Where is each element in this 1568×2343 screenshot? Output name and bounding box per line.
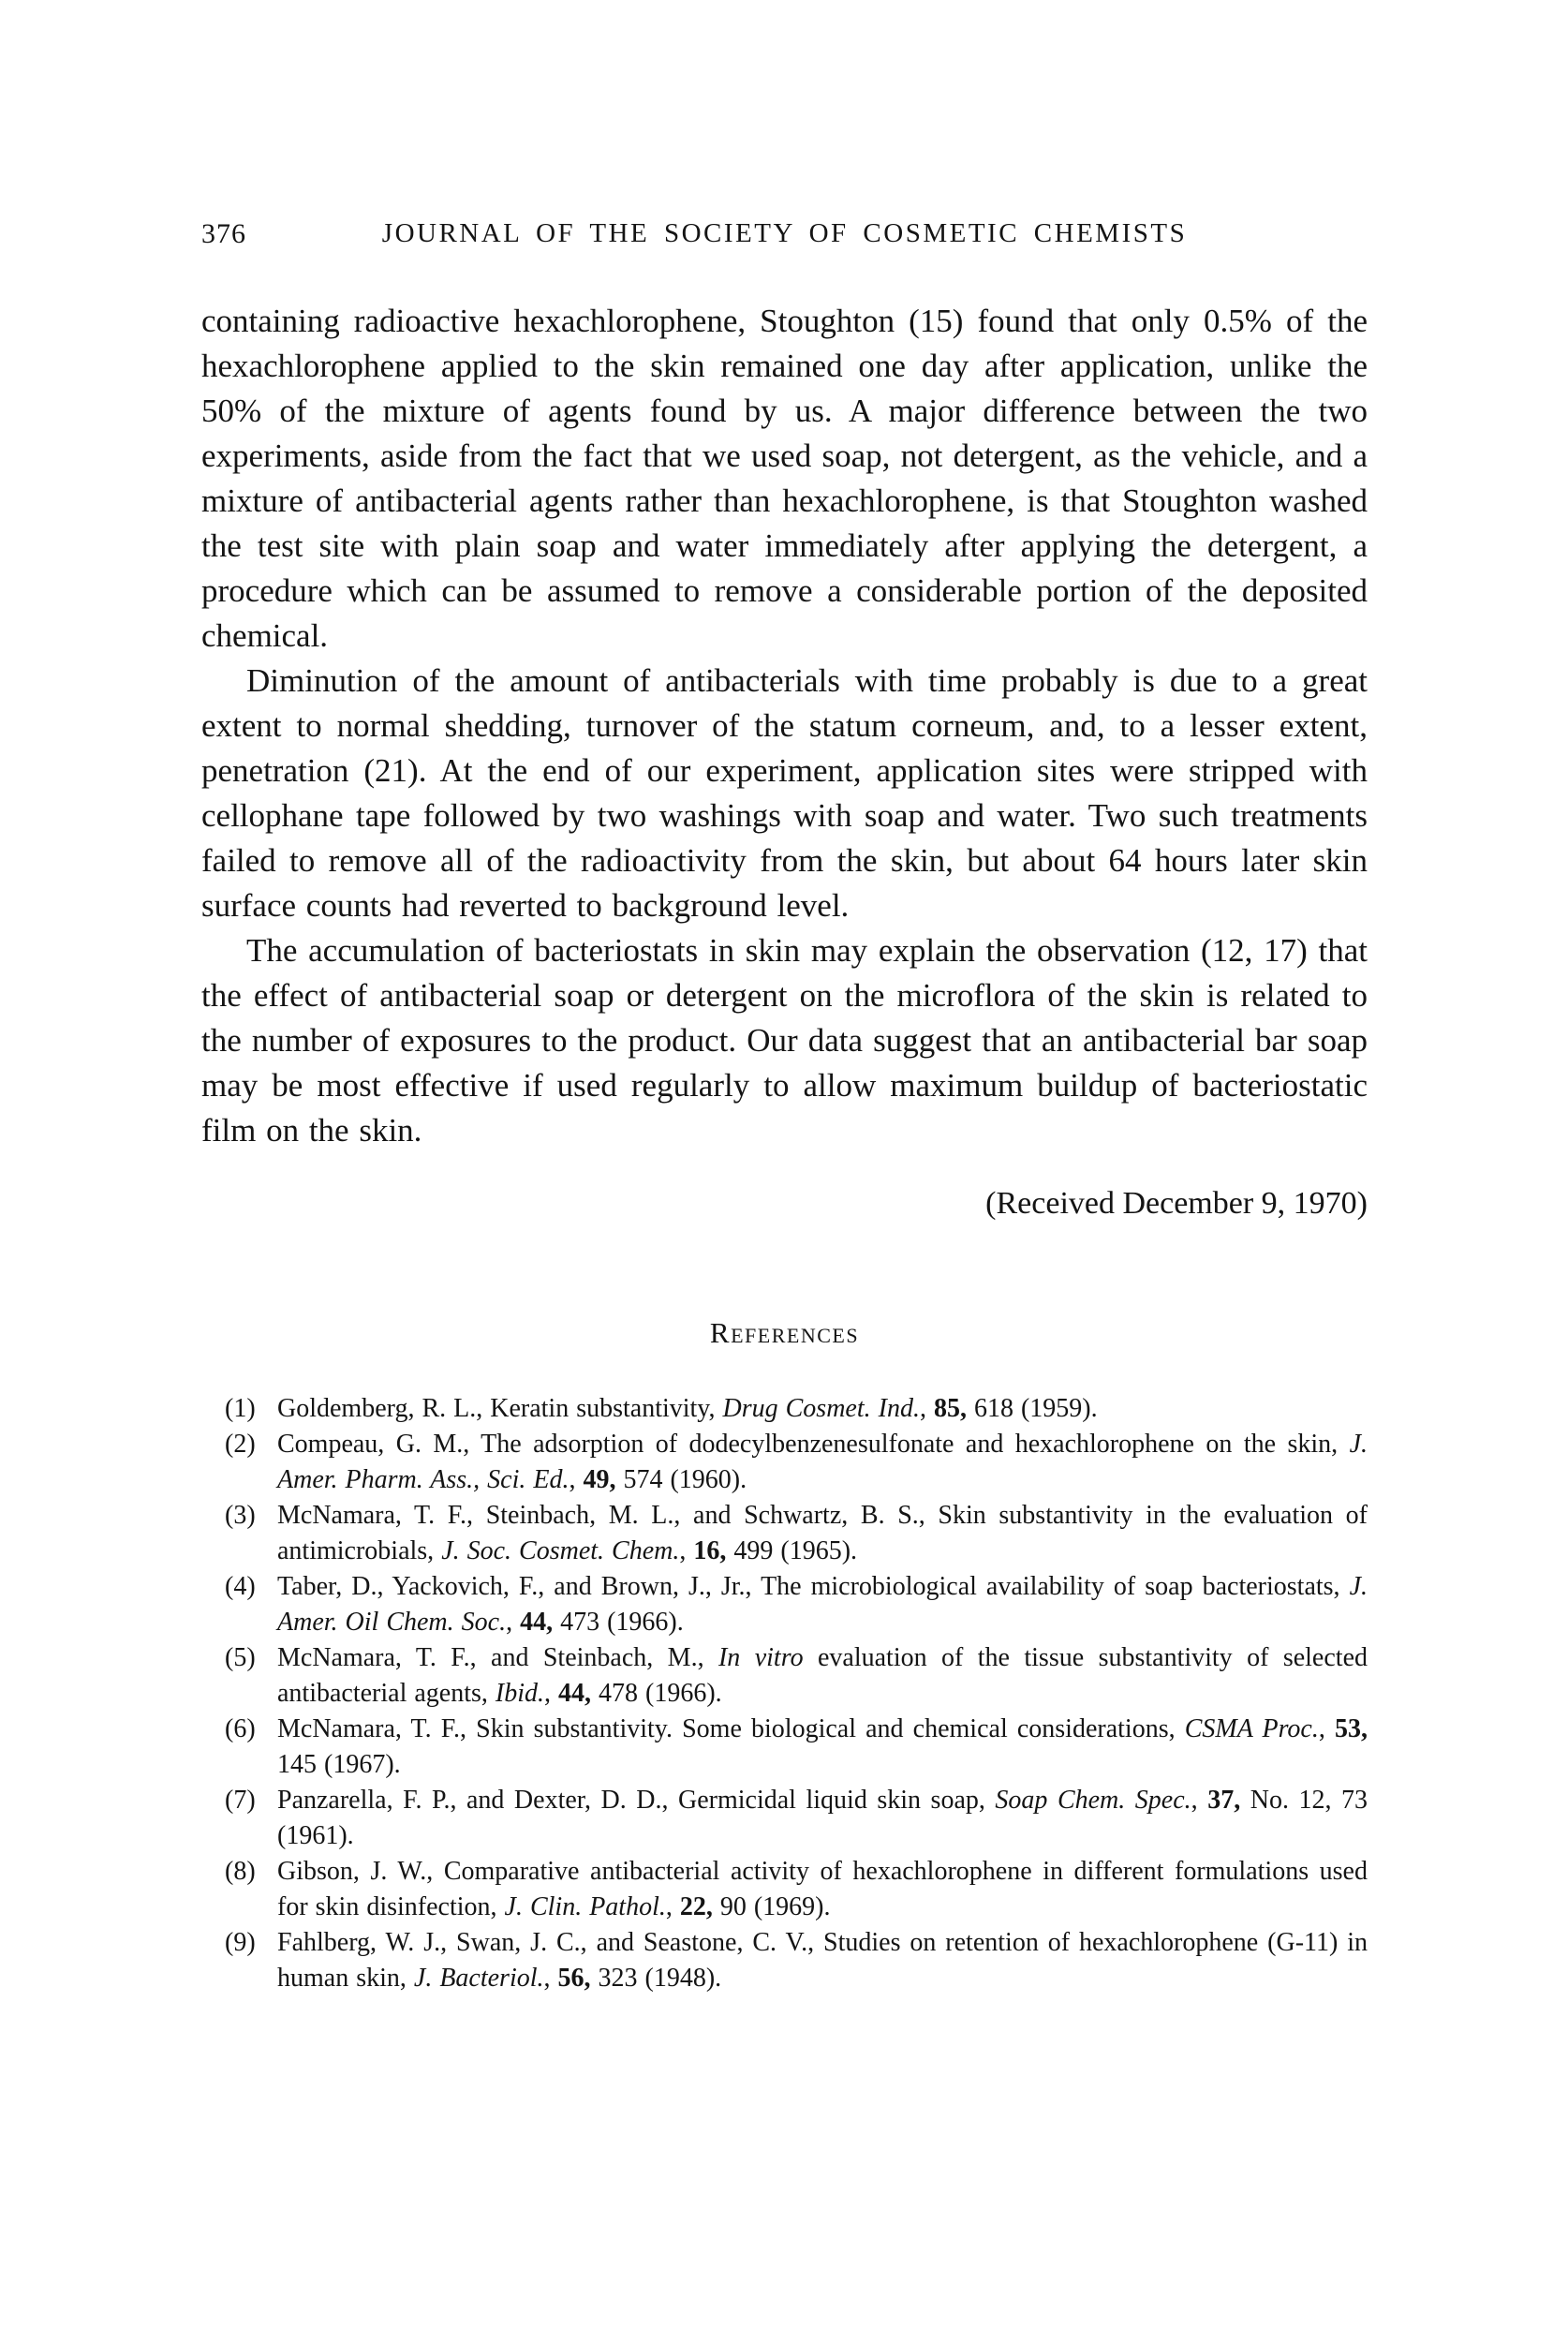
- reference-text-segment: J. Amer. Oil Chem. Soc.: [277, 1572, 1368, 1637]
- reference-text-segment: ,: [1318, 1714, 1335, 1743]
- reference-item: [225, 1498, 1368, 1569]
- page-number: 376: [201, 218, 246, 249]
- reference-number: (6): [225, 1714, 256, 1743]
- reference-text-segment: 44,: [558, 1679, 591, 1708]
- journal-title: JOURNAL OF THE SOCIETY OF COSMETIC CHEMISTS: [381, 218, 1188, 248]
- reference-text-segment: 145 (1967).: [277, 1750, 401, 1779]
- article-content: [201, 299, 1368, 1996]
- received-note: (Received December 9, 1970): [985, 1186, 1368, 1221]
- reference-text-segment: 22,: [679, 1892, 713, 1921]
- reference-item: [225, 1569, 1368, 1640]
- reference-number: (7): [225, 1786, 256, 1815]
- reference-text-segment: Fahlberg, W. J., Swan, J. C., and Seastone, C. V., Studies on retention of hexachlorophene (G-11) in human skin,: [277, 1928, 1368, 1993]
- reference-text-segment: McNamara, T. F., and Steinbach, M.,: [277, 1643, 718, 1672]
- body-paragraph: Diminution of the amount of antibacterials with time probably is due to a great extent to normal shedding, turnover of the statum corneum, and, to a lesser extent, penetration (21). At the end of our experiment, application sites were stripped with cellophane tape followed by two washings with soap and water. Two such treatments failed to remove all of the radioactivity from the skin, but about 64 hours later skin surface counts had reverted to background level.: [201, 662, 1368, 924]
- reference-text-segment: ,: [544, 1679, 558, 1708]
- reference-item: [225, 1783, 1368, 1854]
- reference-text-segment: ,: [679, 1536, 694, 1565]
- reference-text-segment: Gibson, J. W., Comparative antibacterial activity of hexachlorophene in different formulations used for skin disinfection,: [277, 1857, 1368, 1921]
- reference-text-segment: 473 (1966).: [553, 1608, 684, 1637]
- reference-text-segment: ,: [543, 1964, 558, 1993]
- reference-text-segment: ,: [919, 1394, 934, 1423]
- reference-text-segment: ,: [665, 1892, 680, 1921]
- references-heading: References: [709, 1316, 860, 1349]
- reference-number: (4): [225, 1572, 256, 1601]
- reference-item: [225, 1925, 1368, 1996]
- reference-text-segment: J. Amer. Pharm. Ass., Sci. Ed.: [277, 1430, 1368, 1494]
- reference-text-segment: 323 (1948).: [590, 1964, 722, 1993]
- reference-text-segment: J. Clin. Pathol.: [504, 1892, 666, 1921]
- reference-text-segment: ,: [1191, 1786, 1208, 1815]
- reference-text-segment: ,: [506, 1608, 521, 1637]
- reference-item: [225, 1640, 1368, 1712]
- reference-text-segment: McNamara, T. F., Steinbach, M. L., and Schwartz, B. S., Skin substantivity in the evaluation of antimicrobials,: [277, 1501, 1368, 1565]
- reference-text-segment: No. 12, 73 (1961).: [277, 1786, 1368, 1850]
- reference-number: (9): [225, 1928, 256, 1957]
- references-list: [201, 1391, 1368, 1996]
- reference-text-segment: 574 (1960).: [615, 1465, 747, 1494]
- reference-text-segment: 53,: [1335, 1714, 1368, 1743]
- reference-text-segment: 49,: [583, 1465, 616, 1494]
- running-head: [201, 218, 1368, 258]
- body-paragraph: containing radioactive hexachlorophene, Stoughton (15) found that only 0.5% of the hexachlorophene applied to the skin remained one day after application, unlike the 50% of the mixture of agents found by us. A major difference between the two experiments, aside from the fact that we used soap, not detergent, as the vehicle, and a mixture of antibacterial agents rather than hexachlorophene, is that Stoughton washed the test site with plain soap and water immediately after applying the detergent, a procedure which can be assumed to remove a considerable portion of the deposited chemical.: [201, 303, 1368, 654]
- reference-text-segment: 85,: [933, 1394, 967, 1423]
- reference-text-segment: 499 (1965).: [726, 1536, 858, 1565]
- reference-text-segment: 90 (1969).: [712, 1892, 831, 1921]
- reference-text-segment: 16,: [693, 1536, 727, 1565]
- reference-item: [225, 1712, 1368, 1783]
- reference-text-segment: ,: [569, 1465, 584, 1494]
- reference-number: (2): [225, 1430, 256, 1459]
- reference-text-segment: 37,: [1207, 1786, 1241, 1815]
- reference-text-segment: In vitro: [717, 1643, 804, 1672]
- reference-text-segment: CSMA Proc.: [1184, 1714, 1319, 1743]
- reference-text-segment: Drug Cosmet. Ind.: [722, 1394, 920, 1423]
- reference-text-segment: Taber, D., Yackovich, F., and Brown, J., Jr., The microbiological availability of soap bacteriostats,: [277, 1572, 1350, 1601]
- reference-text-segment: Goldemberg, R. L., Keratin substantivity,: [277, 1394, 723, 1423]
- reference-text-segment: Soap Chem. Spec.: [995, 1786, 1191, 1815]
- paragraphs-container: [201, 299, 1368, 1153]
- reference-text-segment: 478 (1966).: [591, 1679, 722, 1708]
- reference-item: [225, 1427, 1368, 1498]
- reference-number: (5): [225, 1643, 256, 1672]
- reference-number: (3): [225, 1501, 256, 1530]
- reference-text-segment: J. Bacteriol.: [413, 1964, 544, 1993]
- reference-item: [225, 1391, 1368, 1427]
- reference-text-segment: Ibid.: [495, 1679, 544, 1708]
- reference-text-segment: Panzarella, F. P., and Dexter, D. D., Germicidal liquid skin soap,: [277, 1786, 996, 1815]
- body-paragraph: The accumulation of bacteriostats in skin may explain the observation (12, 17) that the effect of antibacterial soap or detergent on the microflora of the skin is related to the number of exposures to the product. Our data suggest that an antibacterial bar soap may be most effective if used regularly to allow maximum buildup of bacteriostatic film on the skin.: [201, 932, 1368, 1149]
- reference-item: [225, 1854, 1368, 1925]
- reference-text-segment: McNamara, T. F., Skin substantivity. Some biological and chemical considerations,: [277, 1714, 1185, 1743]
- reference-text-segment: 56,: [557, 1964, 591, 1993]
- reference-text-segment: Compeau, G. M., The adsorption of dodecylbenzenesulfonate and hexachlorophene on the skin,: [277, 1430, 1350, 1459]
- reference-number: (1): [225, 1394, 256, 1423]
- reference-text-segment: evaluation of the tissue substantivity of selected antibacterial agents,: [277, 1643, 1368, 1708]
- reference-number: (8): [225, 1857, 256, 1886]
- reference-text-segment: 44,: [520, 1608, 554, 1637]
- reference-text-segment: J. Soc. Cosmet. Chem.: [441, 1536, 680, 1565]
- reference-text-segment: 618 (1959).: [966, 1394, 1098, 1423]
